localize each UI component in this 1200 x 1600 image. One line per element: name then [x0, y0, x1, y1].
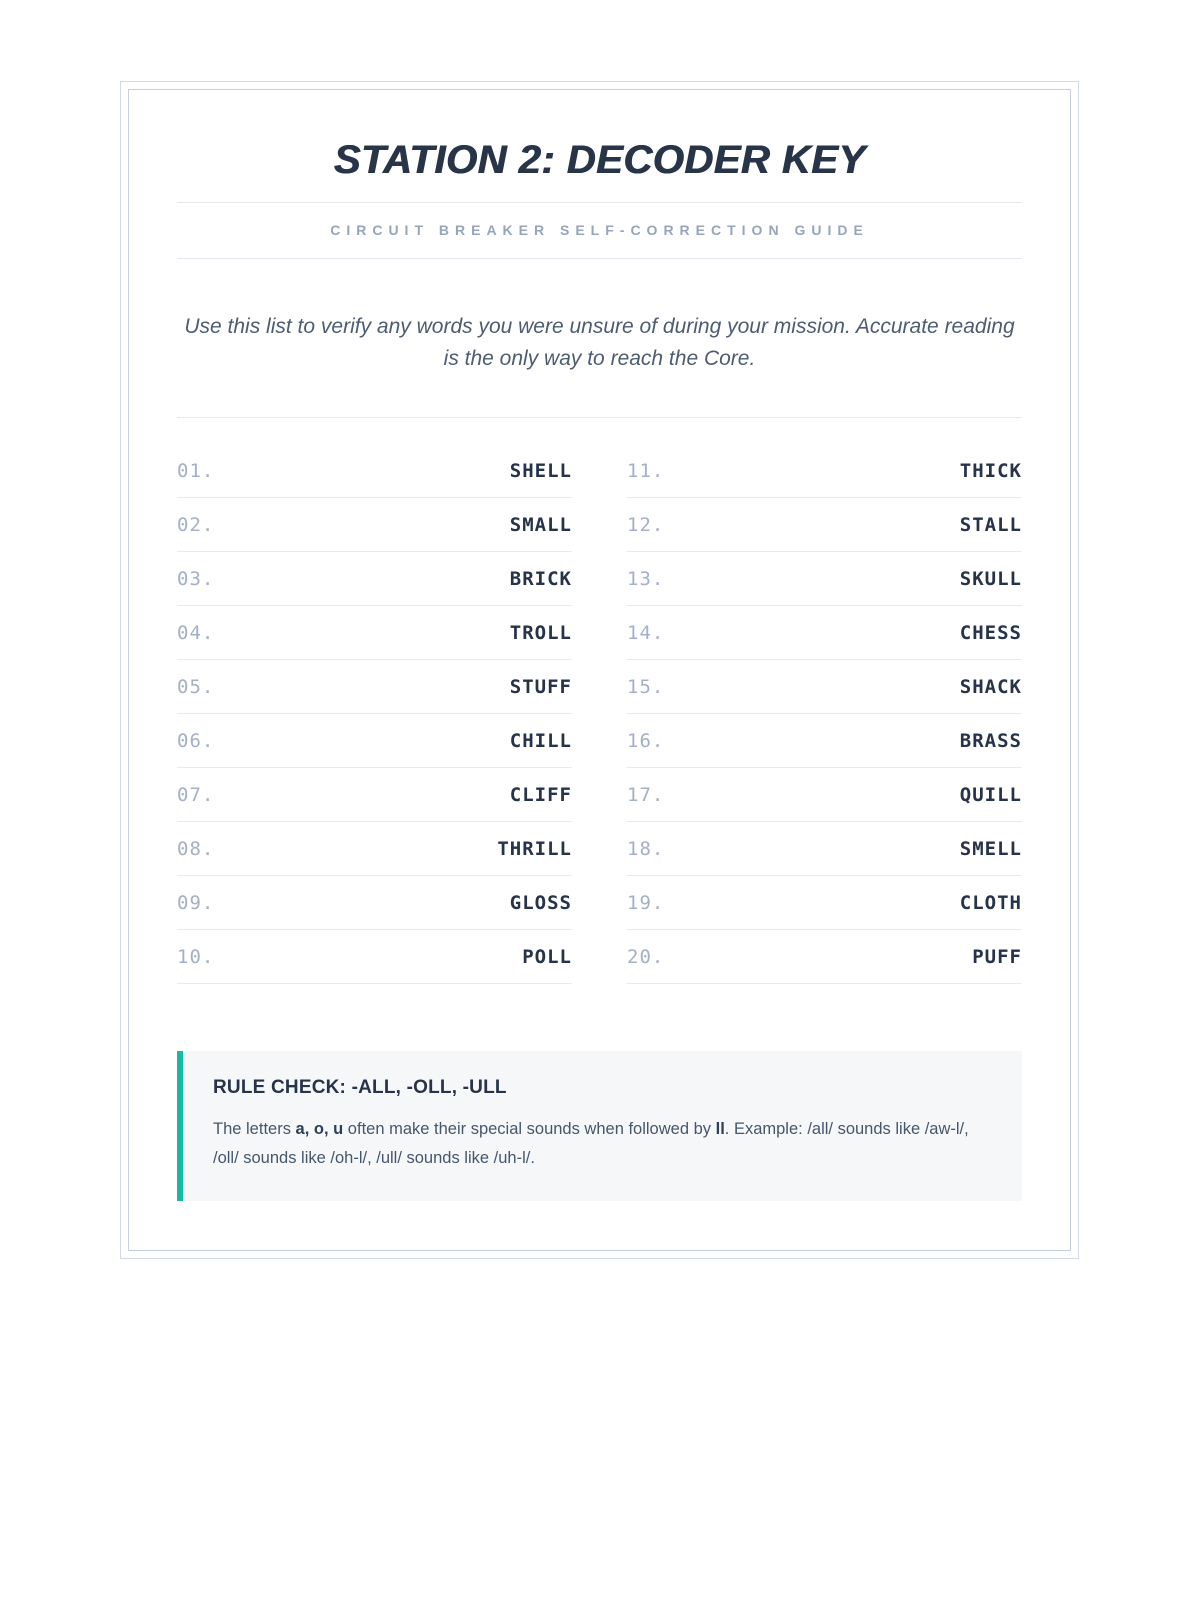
- word-text: BRICK: [509, 568, 572, 590]
- word-text: TROLL: [509, 622, 572, 644]
- rule-check-title: RULE CHECK: -ALL, -OLL, -ULL: [213, 1077, 507, 1098]
- word-list-row: [627, 444, 1022, 498]
- word-list-row: [177, 444, 572, 498]
- word-list-row: [627, 822, 1022, 876]
- word-list-row: [627, 660, 1022, 714]
- word-number: 19.: [627, 892, 665, 914]
- word-list-row: [627, 714, 1022, 768]
- word-number: 17.: [627, 784, 665, 806]
- page-inner-frame: [128, 89, 1071, 1251]
- word-number: 03.: [177, 568, 215, 590]
- word-text: SHACK: [959, 676, 1022, 698]
- word-number: 16.: [627, 730, 665, 752]
- word-list-row: [177, 498, 572, 552]
- word-text: THRILL: [497, 838, 572, 860]
- word-number: 01.: [177, 460, 215, 482]
- word-text: STALL: [959, 514, 1022, 536]
- word-text: SMALL: [509, 514, 572, 536]
- word-text: POLL: [522, 946, 572, 968]
- rule-body-text: The letters: [213, 1120, 296, 1138]
- word-list-row: [177, 930, 572, 984]
- word-text: THICK: [959, 460, 1022, 482]
- word-list-row: [177, 876, 572, 930]
- word-list-row: [177, 822, 572, 876]
- word-text: SKULL: [959, 568, 1022, 590]
- word-list-row: [177, 768, 572, 822]
- word-number: 18.: [627, 838, 665, 860]
- word-list-row: [177, 714, 572, 768]
- word-list-row: [627, 552, 1022, 606]
- word-text: GLOSS: [509, 892, 572, 914]
- word-list-row: [627, 498, 1022, 552]
- word-list-row: [627, 930, 1022, 984]
- word-text: SMELL: [959, 838, 1022, 860]
- section-divider: [177, 417, 1022, 418]
- rule-check-body: [213, 1115, 975, 1173]
- word-number: 13.: [627, 568, 665, 590]
- word-text: CLOTH: [959, 892, 1022, 914]
- word-list-row: [177, 552, 572, 606]
- word-list: [177, 444, 1022, 984]
- word-list-row: [627, 768, 1022, 822]
- word-number: 05.: [177, 676, 215, 698]
- word-number: 12.: [627, 514, 665, 536]
- page-frame: [120, 81, 1079, 1259]
- word-text: SHELL: [509, 460, 572, 482]
- word-list-row: [177, 660, 572, 714]
- word-number: 06.: [177, 730, 215, 752]
- word-list-row: [627, 606, 1022, 660]
- word-text: BRASS: [959, 730, 1022, 752]
- word-list-column-left: [177, 444, 572, 984]
- word-number: 07.: [177, 784, 215, 806]
- rule-accent-bar: [177, 1051, 183, 1201]
- subtitle-divider-bottom: [177, 258, 1022, 259]
- word-list-column-right: [627, 444, 1022, 984]
- word-number: 09.: [177, 892, 215, 914]
- word-number: 11.: [627, 460, 665, 482]
- document-subtitle: CIRCUIT BREAKER SELF-CORRECTION GUIDE: [330, 222, 869, 238]
- rule-body-text: often make their special sounds when followed by: [343, 1120, 716, 1138]
- rule-body-text: . Example: /all/ sounds like /aw-l/, /oll/ sounds like /oh-l/, /ull/ sounds like /uh-l/.: [213, 1120, 969, 1167]
- word-number: 02.: [177, 514, 215, 536]
- word-list-row: [627, 876, 1022, 930]
- word-text: CHILL: [509, 730, 572, 752]
- intro-text: Use this list to verify any words you were unsure of during your mission. Accurate reading is the only way to reach the Core.: [184, 315, 1015, 370]
- word-text: CLIFF: [509, 784, 572, 806]
- word-text: QUILL: [959, 784, 1022, 806]
- word-number: 04.: [177, 622, 215, 644]
- document-title: STATION 2: DECODER KEY: [333, 138, 866, 182]
- word-number: 10.: [177, 946, 215, 968]
- word-number: 14.: [627, 622, 665, 644]
- word-number: 20.: [627, 946, 665, 968]
- rule-body-bold-text: a, o, u: [295, 1120, 344, 1138]
- word-number: 08.: [177, 838, 215, 860]
- word-number: 15.: [627, 676, 665, 698]
- word-text: CHESS: [959, 622, 1022, 644]
- rule-body-bold-text: ll: [715, 1120, 725, 1138]
- word-list-row: [177, 606, 572, 660]
- word-text: PUFF: [972, 946, 1022, 968]
- word-text: STUFF: [509, 676, 572, 698]
- rule-check-box: [177, 1051, 1022, 1201]
